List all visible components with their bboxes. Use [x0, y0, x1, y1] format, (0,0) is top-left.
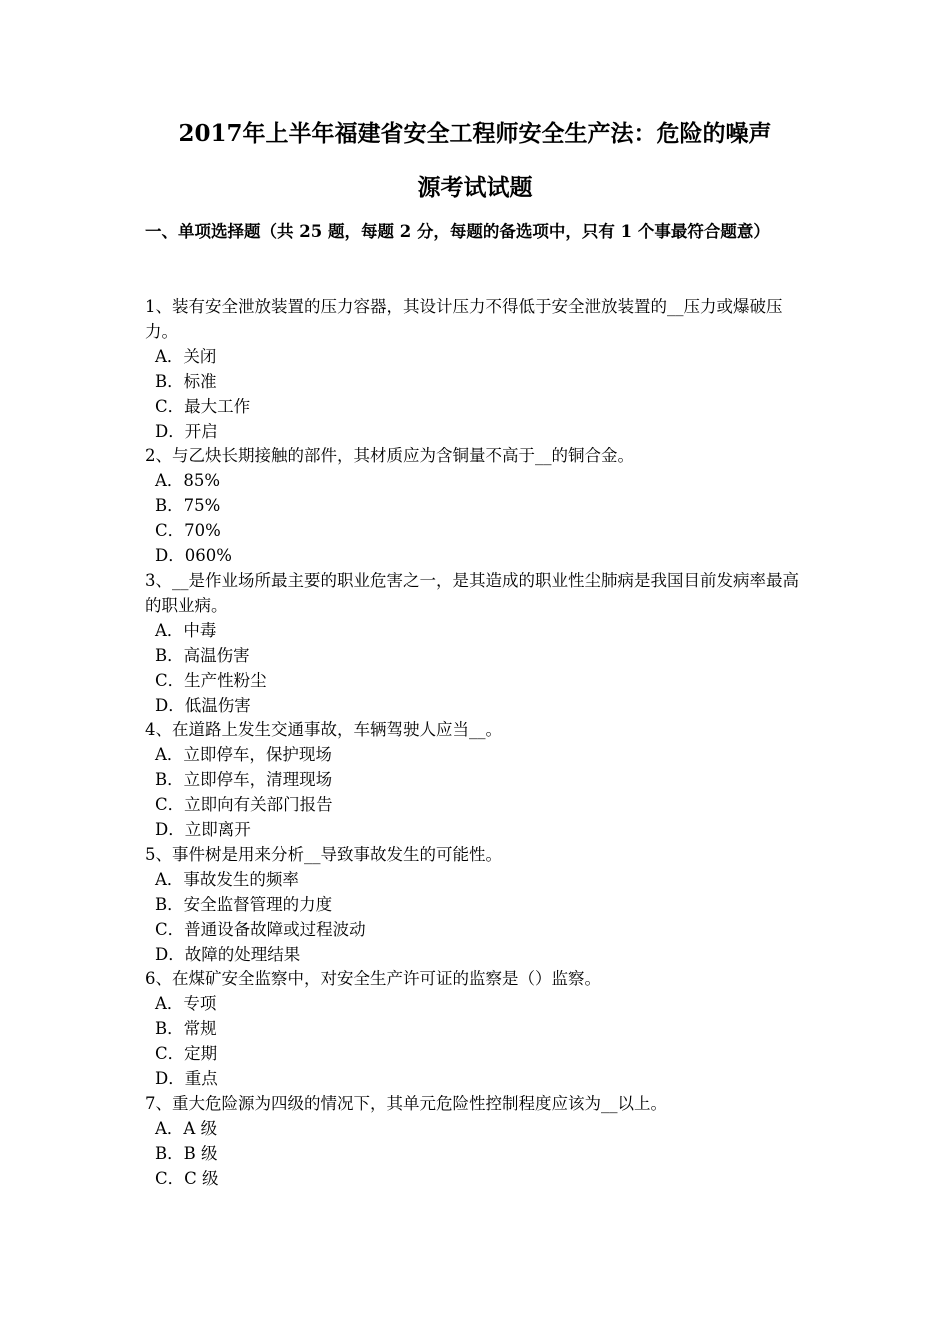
option-b: B．标准: [155, 371, 217, 391]
question-list: [145, 295, 810, 1192]
option-c: C．生产性粉尘: [155, 670, 267, 690]
option-c: C．普通设备故障或过程波动: [155, 919, 366, 939]
option-a: A．关闭: [155, 346, 217, 366]
option-c: C．70%: [155, 521, 221, 541]
option-b: B．常规: [155, 1019, 217, 1039]
question-5: [145, 843, 810, 968]
option-b: B．安全监督管理的力度: [155, 894, 333, 914]
question-7: [145, 1092, 810, 1192]
option-a: A．专项: [155, 994, 217, 1014]
option-d: D．故障的处理结果: [155, 944, 301, 964]
option-c: C．最大工作: [155, 396, 251, 416]
option-a: A．事故发生的频率: [155, 869, 299, 889]
option-d: D．开启: [155, 421, 218, 441]
question-text: 4、在道路上发生交通事故，车辆驾驶人应当__。: [145, 720, 502, 740]
question-text: 5、事件树是用来分析__导致事故发生的可能性。: [145, 844, 502, 864]
option-c: C．定期: [155, 1044, 218, 1064]
question-6: [145, 967, 810, 1092]
question-3: [145, 569, 810, 718]
option-d: D．060%: [155, 546, 232, 566]
document-title-line-2: 源考试试题: [417, 174, 533, 201]
question-1: [145, 295, 810, 444]
question-text: 1、装有安全泄放装置的压力容器，其设计压力不得低于安全泄放装置的__压力或爆破压力。: [145, 297, 783, 341]
question-text: 7、重大危险源为四级的情况下，其单元危险性控制程度应该为__以上。: [145, 1094, 667, 1113]
option-a: A．85%: [155, 471, 221, 491]
option-d: D．立即离开: [155, 820, 251, 840]
section-heading: 一、单项选择题（共 25 题，每题 2 分，每题的备选项中，只有 1 个事最符合题意）: [145, 222, 770, 241]
option-a: A．立即停车，保护现场: [155, 745, 332, 765]
option-b: B．75%: [155, 496, 221, 516]
question-text: 2、与乙炔长期接触的部件，其材质应为含铜量不高于__的铜合金。: [145, 446, 634, 466]
option-b: B．高温伤害: [155, 645, 250, 665]
question-text: 6、在煤矿安全监察中，对安全生产许可证的监察是（）监察。: [145, 969, 601, 989]
question-4: [145, 718, 810, 843]
question-2: [145, 444, 810, 569]
option-c: C．C 级: [155, 1168, 219, 1188]
document-title-line-1: 2017年上半年福建省安全工程师安全生产法：危险的噪声: [178, 120, 772, 147]
option-a: A．中毒: [155, 620, 217, 640]
option-d: D．低温伤害: [155, 695, 251, 715]
option-b: B．立即停车，清理现场: [155, 770, 333, 790]
option-a: A．A 级: [155, 1118, 218, 1138]
option-b: B．B 级: [155, 1143, 218, 1163]
option-c: C．立即向有关部门报告: [155, 795, 333, 815]
question-text: 3、__是作业场所最主要的职业危害之一，是其造成的职业性尘肺病是我国目前发病率最高的职业病。: [145, 570, 799, 615]
option-d: D．重点: [155, 1069, 218, 1089]
